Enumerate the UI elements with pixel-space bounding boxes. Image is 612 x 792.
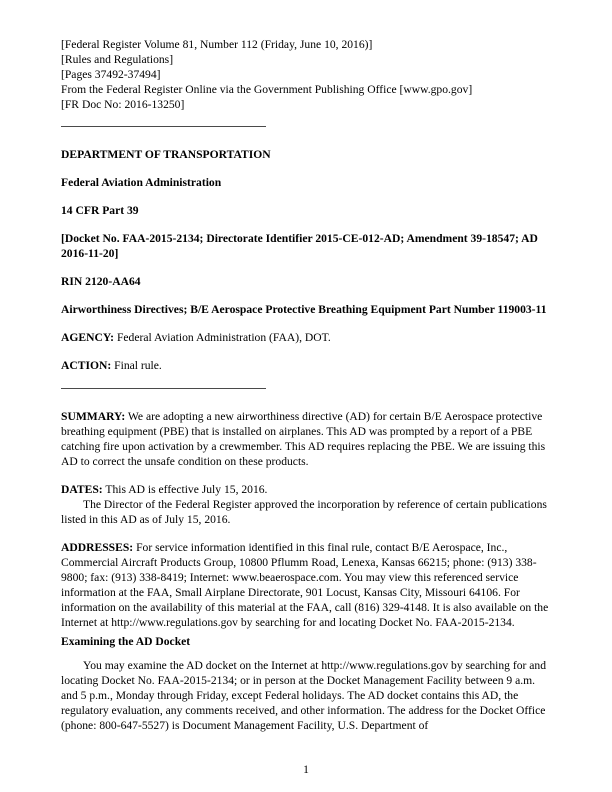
summary-section bbox=[61, 409, 551, 469]
agency-label: AGENCY: bbox=[61, 331, 115, 344]
dates-section bbox=[61, 482, 551, 527]
fr-header-block bbox=[61, 37, 551, 112]
addresses-text: For service information identified in this final rule, contact B/E Aerospace, Inc., Commercial Aircraft Products Group, 10800 Pflumm Road, Lenexa, Kansas 66215; phone: (913) 338-9800; fax: (913) 338-8419; Internet: www.beaerospace.com. You may view this referenced service information at the FAA, Small Airplane Directorate, 901 Locust, Kansas City, Missouri 64106. For information on the availability of this material at the FAA, call (816) 329-4148. It is also available on the Internet at http://www.regulations.gov by searching for and locating Docket No. FAA-2015-2134. bbox=[61, 541, 549, 629]
docket-identifier-line: [Docket No. FAA-2015-2134; Directorate Identifier 2015-CE-012-AD; Amendment 39-18547; AD 2016-11-20] bbox=[61, 232, 538, 260]
fr-header-line-pages: [Pages 37492-37494] bbox=[61, 68, 161, 81]
fr-header-line-rules: [Rules and Regulations] bbox=[61, 53, 174, 66]
dates-text: This AD is effective July 15, 2016. bbox=[105, 483, 268, 496]
fr-header-line-volume: [Federal Register Volume 81, Number 112 (Friday, June 10, 2016)] bbox=[61, 38, 373, 51]
summary-text: We are adopting a new airworthiness directive (AD) for certain B/E Aerospace protective breathing equipment (PBE) that is installed on airplanes. This AD was prompted by a report of a PBE catching fire upon activation by a crewmember. This AD requires replacing the PBE. We are issuing this AD to correct the unsafe condition on these products. bbox=[61, 410, 546, 468]
separator-rule-summary bbox=[61, 388, 266, 389]
dates-effective-line bbox=[61, 482, 551, 497]
action-text: Final rule. bbox=[114, 359, 162, 372]
dates-incorporation-paragraph: The Director of the Federal Register approved the incorporation by reference of certain publications listed in this AD as of July 15, 2016. bbox=[61, 498, 547, 526]
dates-label: DATES: bbox=[61, 483, 103, 496]
cfr-part-heading: 14 CFR Part 39 bbox=[61, 204, 139, 217]
fr-header-line-source: From the Federal Register Online via the Government Publishing Office [www.gpo.gov] bbox=[61, 83, 473, 96]
action-section bbox=[61, 358, 551, 373]
addresses-section bbox=[61, 540, 551, 630]
summary-label: SUMMARY: bbox=[61, 410, 126, 423]
examining-docket-paragraph: You may examine the AD docket on the Internet at http://www.regulations.gov by searching for and locating Docket No. FAA-2015-2134; or in person at the Docket Management Facility between 9 a.m. and 5 p.m., Monday through Friday, except Federal holidays. The AD docket contains this AD, the regulatory evaluation, any comments received, and other information. The address for the Docket Office (phone: 800-647-5527) is Document Management Facility, U.S. Department of bbox=[61, 659, 547, 732]
department-heading: DEPARTMENT OF TRANSPORTATION bbox=[61, 148, 271, 161]
separator-rule-top bbox=[61, 126, 266, 127]
agency-section bbox=[61, 330, 551, 345]
subject-heading: Airworthiness Directives; B/E Aerospace Protective Breathing Equipment Part Number 119003-11 bbox=[61, 303, 547, 316]
action-label: ACTION: bbox=[61, 359, 112, 372]
page-number: 1 bbox=[303, 763, 309, 776]
examining-docket-heading: Examining the AD Docket bbox=[61, 635, 191, 648]
fr-header-line-docno: [FR Doc No: 2016-13250] bbox=[61, 98, 185, 111]
agency-name-heading: Federal Aviation Administration bbox=[61, 176, 222, 189]
rin-heading: RIN 2120-AA64 bbox=[61, 275, 141, 288]
addresses-label: ADDRESSES: bbox=[61, 541, 134, 554]
agency-text: Federal Aviation Administration (FAA), DOT. bbox=[116, 331, 331, 344]
